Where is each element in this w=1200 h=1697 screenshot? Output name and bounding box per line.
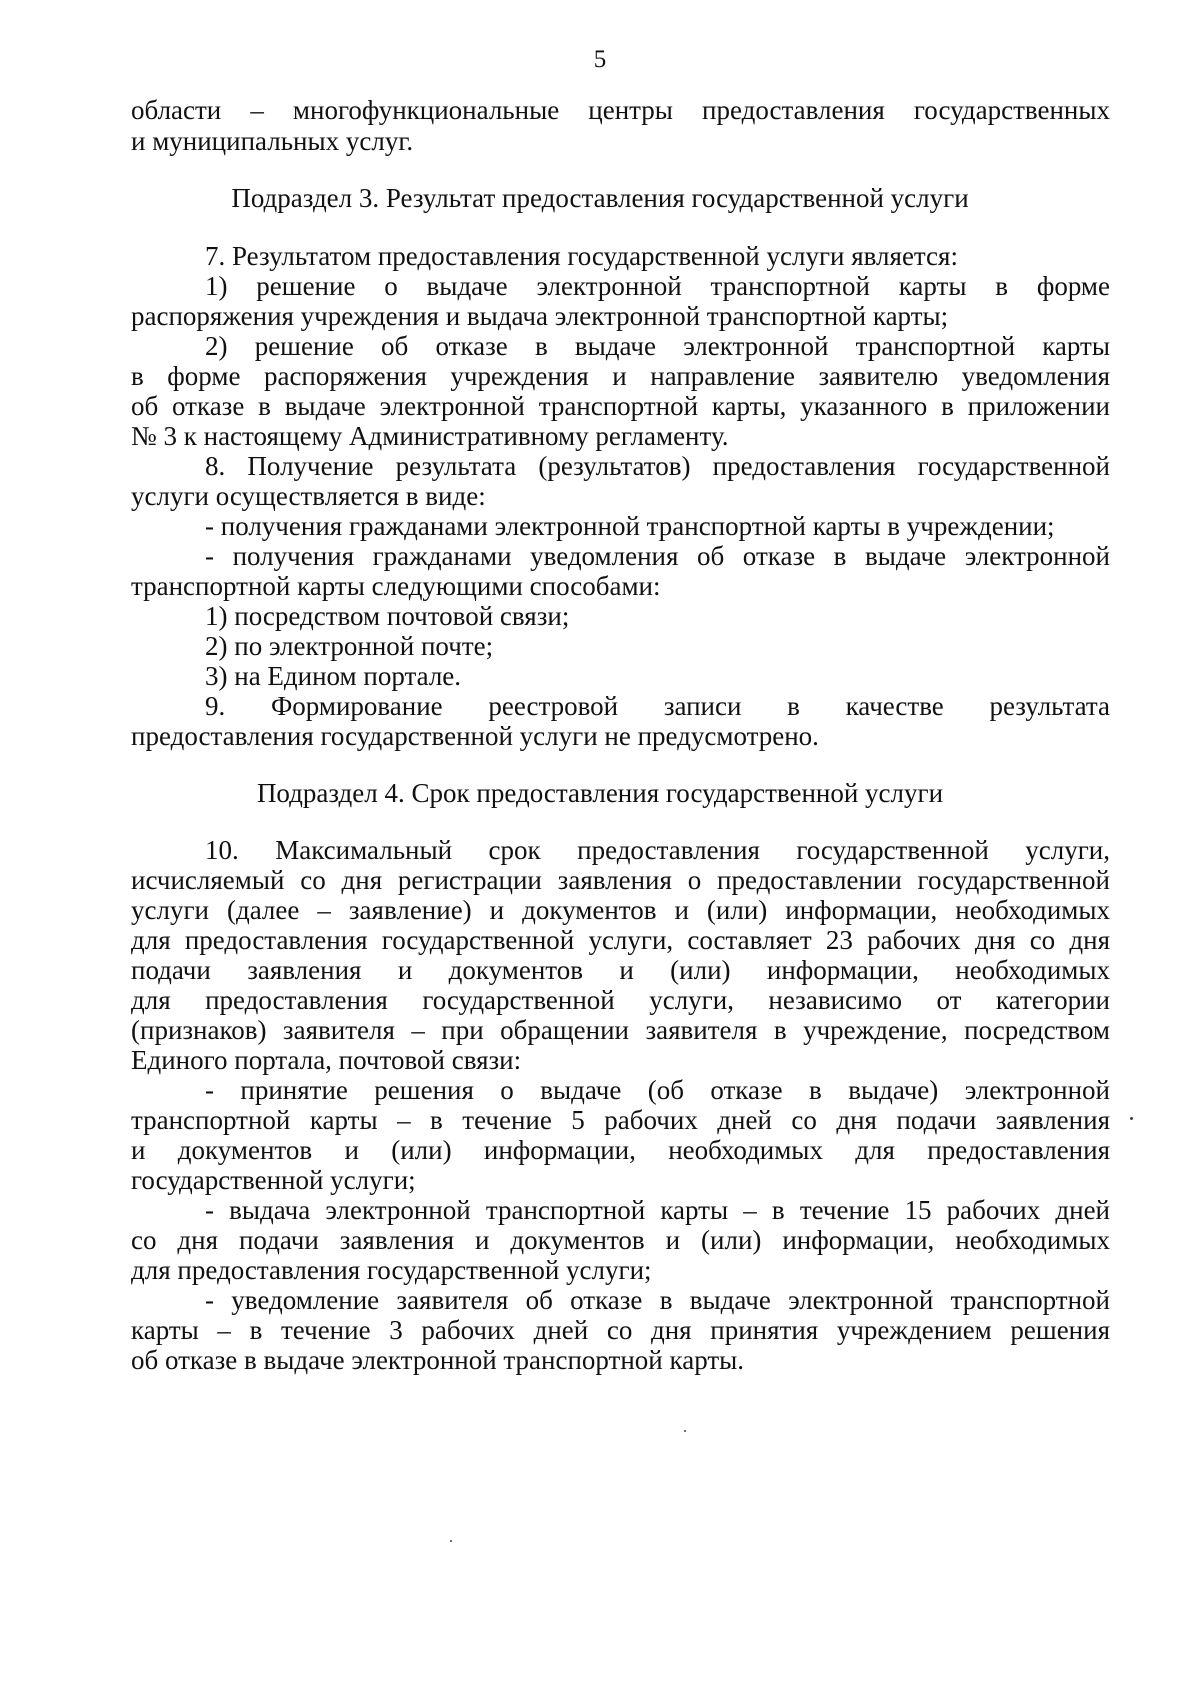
- text-line: и документов и (или) информации, необходимых для предоставления: [131, 1135, 1110, 1165]
- text-line: подачи заявления и документов и (или) информации, необходимых: [131, 955, 1110, 985]
- text-line: - принятие решения о выдаче (об отказе в выдаче) электронной: [205, 1075, 1110, 1105]
- text-line: со дня подачи заявления и документов и (или) информации, необходимых: [131, 1225, 1110, 1255]
- text-line: 2) по электронной почте;: [205, 631, 494, 661]
- text-line: 2) решение об отказе в выдаче электронной транспортной карты: [205, 331, 1110, 361]
- text-line: 8. Получение результата (результатов) предоставления государственной: [205, 451, 1110, 481]
- text-line: карты – в течение 3 рабочих дней со дня принятия учреждением решения: [131, 1315, 1110, 1345]
- text-line: об отказе в выдаче электронной транспортной карты, указанного в приложении: [131, 391, 1110, 421]
- scan-speck: [1130, 1117, 1133, 1120]
- text-line: об отказе в выдаче электронной транспортной карты.: [131, 1345, 745, 1375]
- text-line: 7. Результатом предоставления государственной услуги является:: [205, 241, 958, 271]
- text-line: области – многофункциональные центры предоставления государственных: [131, 95, 1110, 125]
- text-line: 1) посредством почтовой связи;: [205, 601, 570, 631]
- text-line: 3) на Едином портале.: [205, 661, 462, 691]
- text-line: в форме распоряжения учреждения и направление заявителю уведомления: [131, 361, 1110, 391]
- scan-speck: [684, 1430, 686, 1432]
- text-line: 10. Максимальный срок предоставления государственной услуги,: [205, 835, 1110, 865]
- page-number: 5: [593, 46, 607, 73]
- text-line: - выдача электронной транспортной карты – в течение 15 рабочих дней: [205, 1195, 1110, 1225]
- text-line: услуги (далее – заявление) и документов и (или) информации, необходимых: [131, 895, 1110, 925]
- text-line: транспортной карты – в течение 5 рабочих дней со дня подачи заявления: [131, 1105, 1110, 1135]
- text-line: исчисляемый со дня регистрации заявления о предоставлении государственной: [131, 865, 1110, 895]
- text-line: - получения гражданами уведомления об отказе в выдаче электронной: [205, 541, 1110, 571]
- text-line: государственной услуги;: [131, 1165, 416, 1195]
- text-line: и муниципальных услуг.: [131, 126, 414, 156]
- text-line: для предоставления государственной услуги, независимо от категории: [131, 985, 1110, 1015]
- text-line: для предоставления государственной услуги, составляет 23 рабочих дня со дня: [131, 925, 1110, 955]
- text-line: Единого портала, почтовой связи:: [131, 1045, 522, 1075]
- text-line: предоставления государственной услуги не предусмотрено.: [131, 721, 819, 751]
- section-heading: Подраздел 3. Результат предоставления государственной услуги: [231, 183, 969, 213]
- text-line: - уведомление заявителя об отказе в выдаче электронной транспортной: [205, 1285, 1110, 1315]
- text-line: транспортной карты следующими способами:: [131, 571, 661, 601]
- text-line: 9. Формирование реестровой записи в качестве результата: [205, 691, 1110, 721]
- text-line: услуги осуществляется в виде:: [131, 481, 486, 511]
- text-line: (признаков) заявителя – при обращении заявителя в учреждение, посредством: [131, 1015, 1110, 1045]
- section-heading: Подраздел 4. Срок предоставления государственной услуги: [256, 778, 944, 808]
- text-line: № 3 к настоящему Административному регламенту.: [131, 421, 729, 451]
- text-line: - получения гражданами электронной транспортной карты в учреждении;: [205, 511, 1055, 541]
- scan-speck: [450, 1540, 452, 1542]
- text-line: для предоставления государственной услуги;: [131, 1255, 652, 1285]
- text-line: распоряжения учреждения и выдача электронной транспортной карты;: [131, 301, 949, 331]
- text-line: 1) решение о выдаче электронной транспортной карты в форме: [205, 271, 1110, 301]
